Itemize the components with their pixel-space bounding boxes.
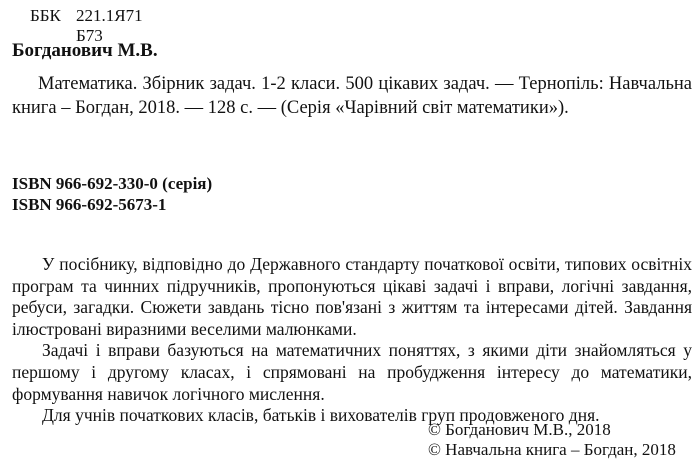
- author-heading: Богданович М.В.: [12, 40, 158, 61]
- copyright-publisher: © Навчальна книга – Богдан, 2018: [428, 440, 676, 459]
- bbk-line: [30, 6, 143, 26]
- abstract-paragraph: У посібнику, відповідно до Державного стандарту початкової освіти, типових освітніх програм та чинних підручників, пропонуються цікаві задачі і вправи, логічні завдання, ребуси, загадки. Сюжети завдань тісно пов'язані з життям та інтересами дітей. Завдання ілюстровані виразними веселими малюнками.: [12, 254, 692, 339]
- isbn-book: ISBN 966-692-5673-1: [12, 195, 167, 214]
- bibliographic-description: Математика. Збірник задач. 1-2 класи. 500 цікавих задач. — Тернопіль: Навчальна книга – Богдан, 2018. — 128 с. — (Серія «Чарівний світ математики»).: [12, 74, 692, 118]
- copyright-author: © Богданович М.В., 2018: [428, 420, 611, 439]
- abstract-paragraph: Задачі і вправи базуються на математичних поняттях, з якими діти знайомляться у першому і другому класах, і спрямовані на пробудження інтересу до математики, формування навичок логічного мислення.: [12, 340, 692, 404]
- abstract-paragraph: Для учнів початкових класів, батьків і вихователів груп продовженого дня.: [42, 405, 600, 426]
- bbk-code: 221.1Я71: [76, 6, 143, 25]
- copyright-block: [428, 420, 676, 460]
- isbn-series: ISBN 966-692-330-0 (серія): [12, 174, 213, 193]
- bbk-label: ББК: [30, 6, 61, 25]
- abstract: [12, 254, 692, 427]
- author-code: Б73: [76, 26, 103, 45]
